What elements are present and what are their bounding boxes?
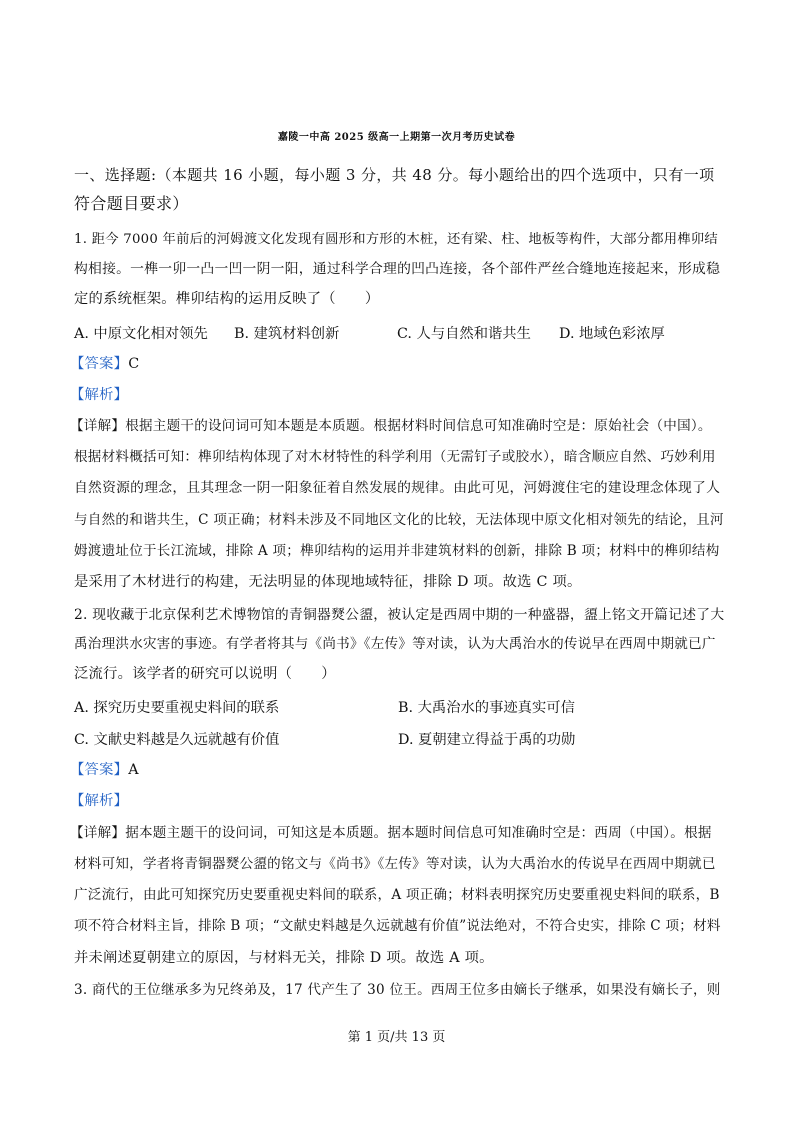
page-number: 第 1 页/共 13 页 xyxy=(347,1030,446,1045)
q1-option-c: C. 人与自然和谐共生 xyxy=(397,326,531,342)
q2-answer xyxy=(70,760,139,780)
q1-detail-line: 是采用了木材进行的构建，无法明显的体现地域特征，排除 D 项。故选 C 项。 xyxy=(74,574,582,590)
q1-detail-line: 【详解】根据主题干的设问词可知本题是本质题。根据材料时间信息可知准确时空是：原始社会（中国）。 xyxy=(70,418,712,434)
q2-stem-line: 泛流行。该学者的研究可以说明（ ） xyxy=(74,666,336,682)
q1-analysis-tag: 【解析】 xyxy=(70,387,129,403)
q2-stem-line: 禹治理洪水灾害的事迹。有学者将其与《尚书》《左传》等对读，认为大禹治水的传说早在西周中期就已广 xyxy=(74,636,716,652)
q2-stem-line: 2. 现收藏于北京保利艺术博物馆的青铜器燹公盨，被认定是西周中期的一种盛器，盨上铭文开篇记述了大 xyxy=(74,607,725,623)
q2-option-b: B. 大禹治水的事迹真实可信 xyxy=(398,700,575,716)
q2-detail-line: 材料可知，学者将青铜器燹公盨的铭文与《尚书》《左传》等对读，认为大禹治水的传说早在西周中期就已 xyxy=(74,856,716,872)
q1-detail-line: 根据材料概括可知：榫卯结构体现了对木材特性的科学利用（无需钉子或胶水），暗含顺应自然、巧妙利用 xyxy=(74,449,716,465)
answer-value: A xyxy=(128,762,139,778)
q1-stem-line: 定的系统框架。榫卯结构的运用反映了（ ） xyxy=(74,291,380,307)
exam-title: 嘉陵一中高 2025 级高一上期第一次月考历史试卷 xyxy=(277,132,516,143)
detail-tag: 【详解】 xyxy=(70,418,126,434)
q2-detail-line: 并未阐述夏朝建立的原因，与材料无关，排除 D 项。故选 A 项。 xyxy=(74,950,494,966)
q2-analysis-tag: 【解析】 xyxy=(70,793,129,809)
q2-option-a: A. 探究历史要重视史料间的联系 xyxy=(74,700,280,716)
q2-option-c: C. 文献史料越是久远就越有价值 xyxy=(74,732,280,748)
q1-detail-line: 自然资源的理念，且其理念一阴一阳象征着自然发展的规律。由此可见，河姆渡住宅的建设理念体现了人 xyxy=(74,480,721,496)
q1-option-d: D. 地域色彩浓厚 xyxy=(559,326,665,342)
q1-stem-line: 1. 距今 7000 年前后的河姆渡文化发现有圆形和方形的木桩，还有梁、柱、地板等构件，大部分都用榫卯结 xyxy=(74,232,718,247)
detail-tag: 【详解】 xyxy=(70,825,126,841)
q2-detail-line: 广泛流行，由此可知探究历史要重视史料间的联系，A 项正确；材料表明探究历史要重视史料间的联系，B xyxy=(74,887,720,903)
q1-answer xyxy=(70,354,139,374)
section-heading-line-1: 一、选择题:（本题共 16 小题，每小题 3 分，共 48 分。每小题给出的四个选项中，只有一项 xyxy=(74,166,715,184)
q2-option-d: D. 夏朝建立得益于禹的功勋 xyxy=(398,732,576,748)
answer-value: C xyxy=(128,356,140,372)
q1-option-a: A. 中原文化相对领先 xyxy=(74,326,208,342)
q1-option-b: B. 建筑材料创新 xyxy=(234,326,340,342)
q1-detail-line: 姆渡遗址位于长江流域，排除 A 项；榫卯结构的运用并非建筑材料的创新，排除 B 项；材料中的榫卯结构 xyxy=(74,543,720,559)
answer-tag: 【答案】 xyxy=(70,762,129,778)
section-heading-line-2: 符合题目要求） xyxy=(74,194,189,213)
q3-stem-line: 3. 商代的王位继承多为兄终弟及，17 代产生了 30 位王。西周王位多由嫡长子继承，如果没有嫡长子，则 xyxy=(74,982,721,998)
q2-detail-line: 项不符合材料主旨，排除 B 项；“文献史料越是久远就越有价值”说法绝对，不符合史实，排除 C 项；材料 xyxy=(74,918,721,934)
answer-tag: 【答案】 xyxy=(70,356,129,372)
q1-stem-line: 构相接。一榫一卯一凸一凹一阴一阳，通过科学合理的凹凸连接，各个部件严丝合缝地连接起来，形成稳 xyxy=(74,261,721,277)
q2-detail-line: 【详解】据本题主题干的设问词，可知这是本质题。据本题时间信息可知准确时空是：西周（中国）。根据 xyxy=(70,825,712,841)
q1-detail-line: 与自然的和谐共生，C 项正确；材料未涉及不同地区文化的比较，无法体现中原文化相对领先的结论，且河 xyxy=(74,512,724,528)
